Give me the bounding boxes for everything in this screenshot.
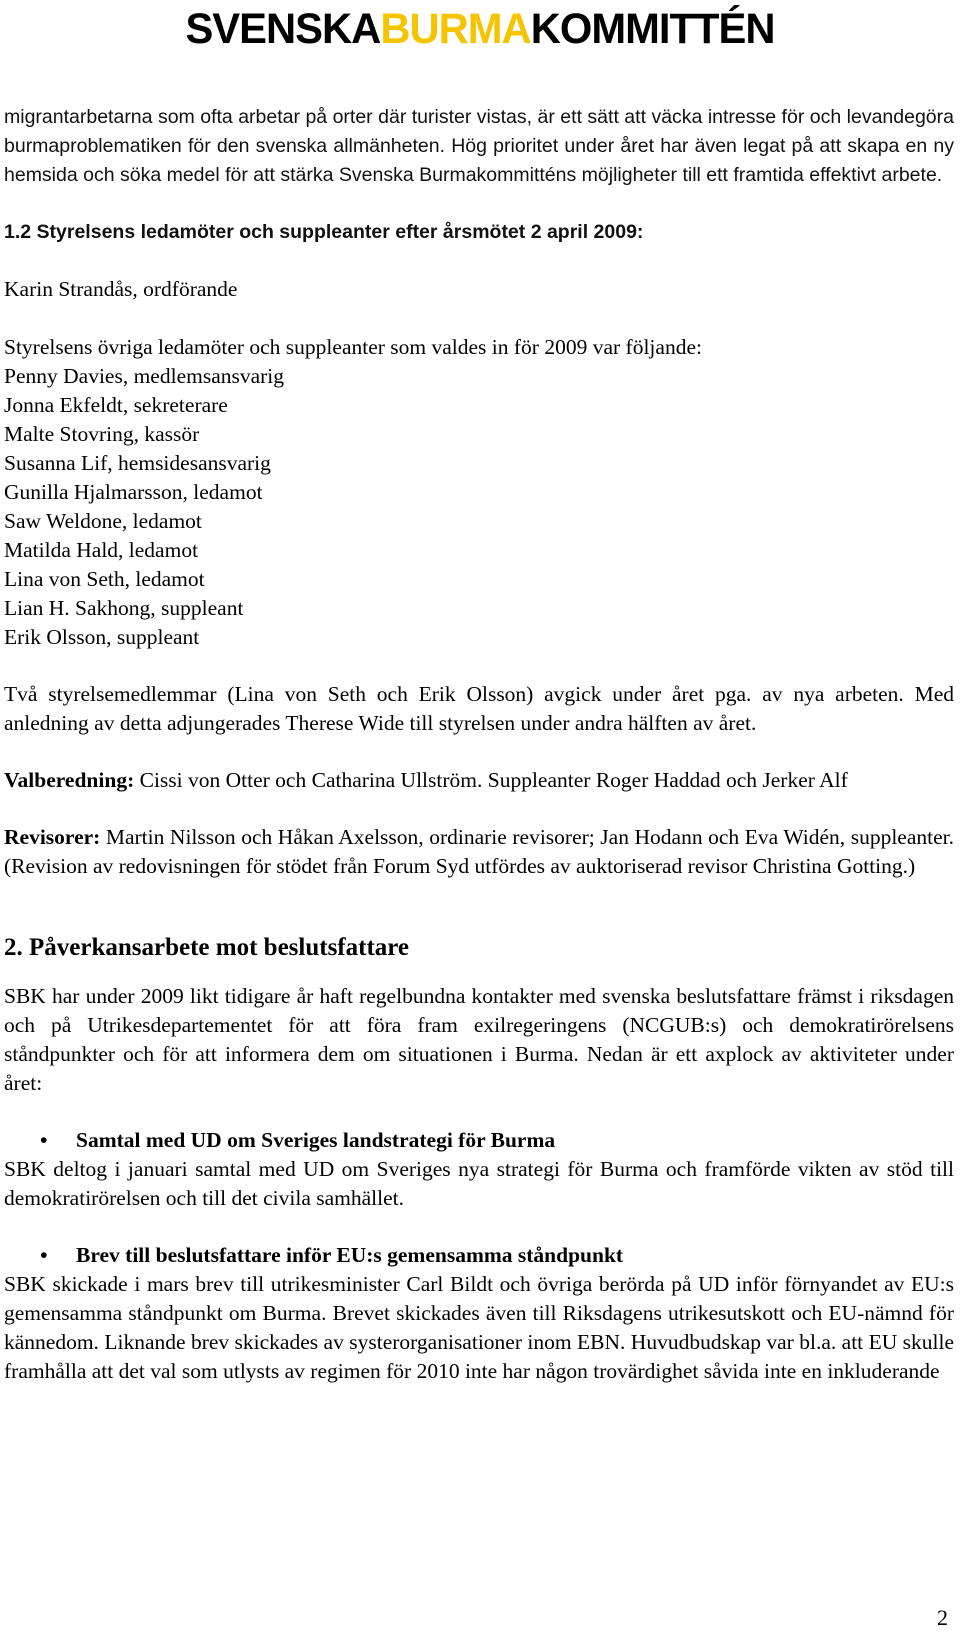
activity-text: SBK deltog i januari samtal med UD om Sveriges nya strategi för Burma och framförde vikten av stöd till demokratirörelsen och till det civila samhället.: [4, 1157, 954, 1210]
list-item: Erik Olsson, suppleant: [4, 625, 200, 649]
logo-text-svenska: SVENSKA: [185, 5, 381, 53]
section-2-intro: SBK har under 2009 likt tidigare år haft regelbundna kontakter med svenska beslutsfattare främst i riksdagen och på Utrikesdepartementet för att föra fram exilregeringens (NCGUB:s) och demokratirörelsens ståndpunkter och för att informera dem om situationen i Burma. Nedan är ett axplock av aktiviteter under året:: [4, 984, 954, 1095]
board-changes-paragraph: Två styrelsemedlemmar (Lina von Seth och Erik Olsson) avgick under året pga. av nya arbeten. Med anledning av detta adjungerades Therese Wide till styrelsen under andra hälften av året.: [4, 682, 954, 735]
organization-logo: [14, 5, 945, 53]
activity-title: • Samtal med UD om Sveriges landstrategi för Burma: [4, 1126, 954, 1155]
list-item: Saw Weldone, ledamot: [4, 509, 202, 533]
activity-item: [4, 1241, 954, 1386]
valberedning-paragraph: [4, 766, 954, 795]
intro-paragraph: migrantarbetarna som ofta arbetar på orter där turister vistas, är ett sätt att väcka intresse för och levandegöra burmaproblematiken för den svenska allmänheten. Hög prioritet under året har även legat på att skapa en ny hemsida och söka medel för att stärka Svenska Burmakommitténs möjligheter till ett framtida effektivt arbete.: [4, 106, 954, 186]
list-item: Lina von Seth, ledamot: [4, 567, 205, 591]
revisorer-paragraph: [4, 823, 954, 881]
list-item: Penny Davies, medlemsansvarig: [4, 364, 285, 388]
list-item: Jonna Ekfeldt, sekreterare: [4, 393, 228, 417]
section-1-2-heading: 1.2 Styrelsens ledamöter och suppleanter efter årsmötet 2 april 2009:: [4, 221, 644, 243]
list-item: Gunilla Hjalmarsson, ledamot: [4, 480, 263, 504]
bullet-icon: •: [40, 1243, 48, 1267]
bullet-icon: •: [40, 1128, 48, 1152]
activity-text: SBK skickade i mars brev till utrikesminister Carl Bildt och övriga berörda på UD inför förnyandet av EU:s gemensamma ståndpunkt om Burma. Brevet skickades även till Riksdagens utrikesutskott och EU-nämnd för kännedom. Liknande brev skickades av systerorganisationer inom EBN. Huvudbudskap var bl.a. att EU skulle framhålla att det val som utlysts av regimen för 2010 inte har någon trovärdighet såvida inte en inkluderande: [4, 1272, 954, 1383]
board-members-list: [4, 362, 954, 652]
document-body: [4, 103, 954, 1386]
list-item: Matilda Hald, ledamot: [4, 538, 199, 562]
board-members-intro: Styrelsens övriga ledamöter och suppleanter som valdes in för 2009 var följande:: [4, 335, 702, 359]
section-2-heading: 2. Påverkansarbete mot beslutsfattare: [4, 934, 410, 961]
list-item: Susanna Lif, hemsidesansvarig: [4, 451, 271, 475]
valberedning-text: Cissi von Otter och Catharina Ullström. Suppleanter Roger Haddad och Jerker Alf: [134, 768, 848, 792]
activity-item: [4, 1126, 954, 1213]
logo-text-burma: BURMA: [380, 5, 531, 53]
valberedning-label: Valberedning:: [4, 768, 135, 792]
logo-text-kommitten: KOMMITTÉN: [530, 5, 775, 53]
revisorer-label: Revisorer:: [4, 825, 101, 849]
revisorer-text: Martin Nilsson och Håkan Axelsson, ordinarie revisorer; Jan Hodann och Eva Widén, suppleanter. (Revision av redovisningen för stödet från Forum Syd utfördes av auktoriserad revisor Christina Gotting.): [4, 825, 954, 878]
board-chair: Karin Strandås, ordförande: [4, 277, 238, 301]
list-item: Malte Stovring, kassör: [4, 422, 200, 446]
page-number: 2: [937, 1605, 948, 1630]
list-item: Lian H. Sakhong, suppleant: [4, 596, 244, 620]
activity-title: • Brev till beslutsfattare inför EU:s gemensamma ståndpunkt: [4, 1241, 954, 1270]
